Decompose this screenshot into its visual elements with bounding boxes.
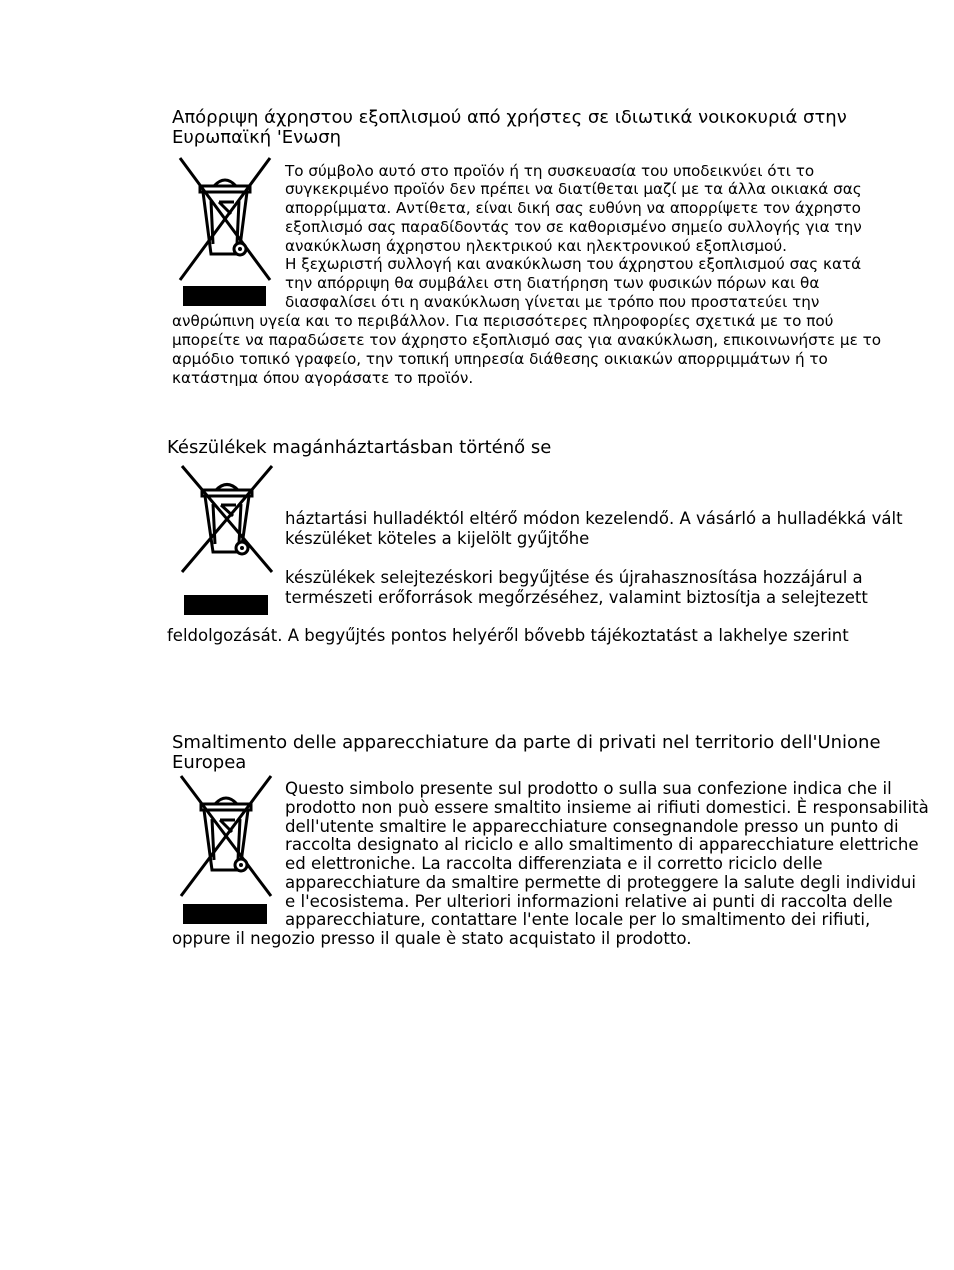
- paragraph-line: ed elettroniche. La raccolta differenziata e il corretto riciclo delle: [285, 854, 823, 873]
- weee-bin-icon: [176, 156, 274, 286]
- section-title-greek-line1: Απόρριψη άχρηστου εξοπλισμού από χρήστες σε ιδιωτικά νοικοκυριά στην: [172, 107, 847, 128]
- paragraph-line: készüléket köteles a kijelölt gyűjtőhe: [285, 529, 590, 548]
- weee-bin-icon: [177, 774, 275, 902]
- paragraph-line: την απόρριψη θα συμβάλει στη διατήρηση των φυσικών πόρων και θα: [285, 274, 820, 292]
- section-title-italian: [172, 733, 892, 773]
- paragraph-line: αρμόδιο τοπικό γραφείο, την τοπική υπηρεσία διάθεσης οικιακών απορριμμάτων ή το: [172, 350, 828, 368]
- paragraph-line: raccolta designato al riciclo e allo smaltimento di apparecchiature elettriche: [285, 835, 919, 854]
- paragraph-line: μπορείτε να παραδώσετε τον άχρηστο εξοπλισμό σας για ανακύκλωση, επικοινωνήστε με το: [172, 331, 882, 349]
- paragraph-line: συγκεκριμένο προϊόν δεν πρέπει να διατίθεται μαζί με τα άλλα οικιακά σας: [285, 180, 862, 198]
- section-title-hungarian: [167, 438, 867, 458]
- paragraph-line: κατάστημα όπου αγοράσατε το προϊόν.: [172, 369, 474, 387]
- paragraph-line: ανθρώπινη υγεία και το περιβάλλον. Για περισσότερες πληροφορίες σχετικά με το πού: [172, 312, 834, 330]
- paragraph-line: oppure il negozio presso il quale è stato acquistato il prodotto.: [172, 929, 692, 948]
- paragraph-line: e l'ecosistema. Per ulteriori informazioni relative ai punti di raccolta delle: [285, 892, 893, 911]
- paragraph-line: apparecchiature, contattare l'ente locale per lo smaltimento dei rifiuti,: [285, 910, 871, 929]
- weee-bin-icon: [178, 464, 276, 576]
- paragraph-line: Το σύμβολο αυτό στο προϊόν ή τη συσκευασία του υποδεικνύει ότι το: [285, 162, 815, 180]
- paragraph-line: Questo simbolo presente sul prodotto o sulla sua confezione indica che il: [285, 779, 892, 798]
- paragraph-line: ανακύκλωση άχρηστου ηλεκτρικού και ηλεκτρονικού εξοπλισμού.: [285, 237, 787, 255]
- weee-date-bar: [184, 595, 268, 615]
- section-title-greek-line2: Ευρωπαϊκή 'Ενωση: [172, 127, 342, 148]
- paragraph-line: διασφαλίσει ότι η ανακύκλωση γίνεται με τρόπο που προστατεύει την: [285, 293, 820, 311]
- paragraph-line: prodotto non può essere smaltito insieme ai rifiuti domestici. È responsabilità: [285, 798, 929, 817]
- paragraph-line: természeti erőforrások megőrzéséhez, valamint biztosítja a selejtezett: [285, 588, 868, 607]
- weee-date-bar: [183, 286, 266, 306]
- section-title-greek: [172, 108, 872, 148]
- paragraph-line: készülékek selejtezéskori begyűjtése és újrahasznosítása hozzájárul a: [285, 568, 863, 587]
- weee-date-bar: [183, 904, 267, 924]
- paragraph-line: dell'utente smaltire le apparecchiature consegnandole presso un punto di: [285, 817, 899, 836]
- paragraph-line: feldolgozását. A begyűjtés pontos helyéről bővebb tájékoztatást a lakhelye szerint: [167, 626, 849, 645]
- paragraph-line: Η ξεχωριστή συλλογή και ανακύκλωση του άχρηστου εξοπλισμού σας κατά: [285, 255, 862, 273]
- paragraph-line: háztartási hulladéktól eltérő módon kezelendő. A vásárló a hulladékká vált: [285, 509, 903, 528]
- paragraph-line: apparecchiature da smaltire permette di proteggere la salute degli individui: [285, 873, 916, 892]
- paragraph-line: εξοπλισμό σας παραδίδοντάς τον σε καθορισμένο σημείο συλλογής για την: [285, 218, 862, 236]
- section-title-italian-line1: Smaltimento delle apparecchiature da parte di privati nel territorio dell'Unione: [172, 732, 881, 753]
- paragraph-line: απορρίμματα. Αντίθετα, είναι δική σας ευθύνη να απορρίψετε τον άχρηστο: [285, 199, 861, 217]
- section-title-hungarian-line1: Készülékek magánháztartásban történő se: [167, 437, 552, 458]
- section-title-italian-line2: Europea: [172, 752, 247, 773]
